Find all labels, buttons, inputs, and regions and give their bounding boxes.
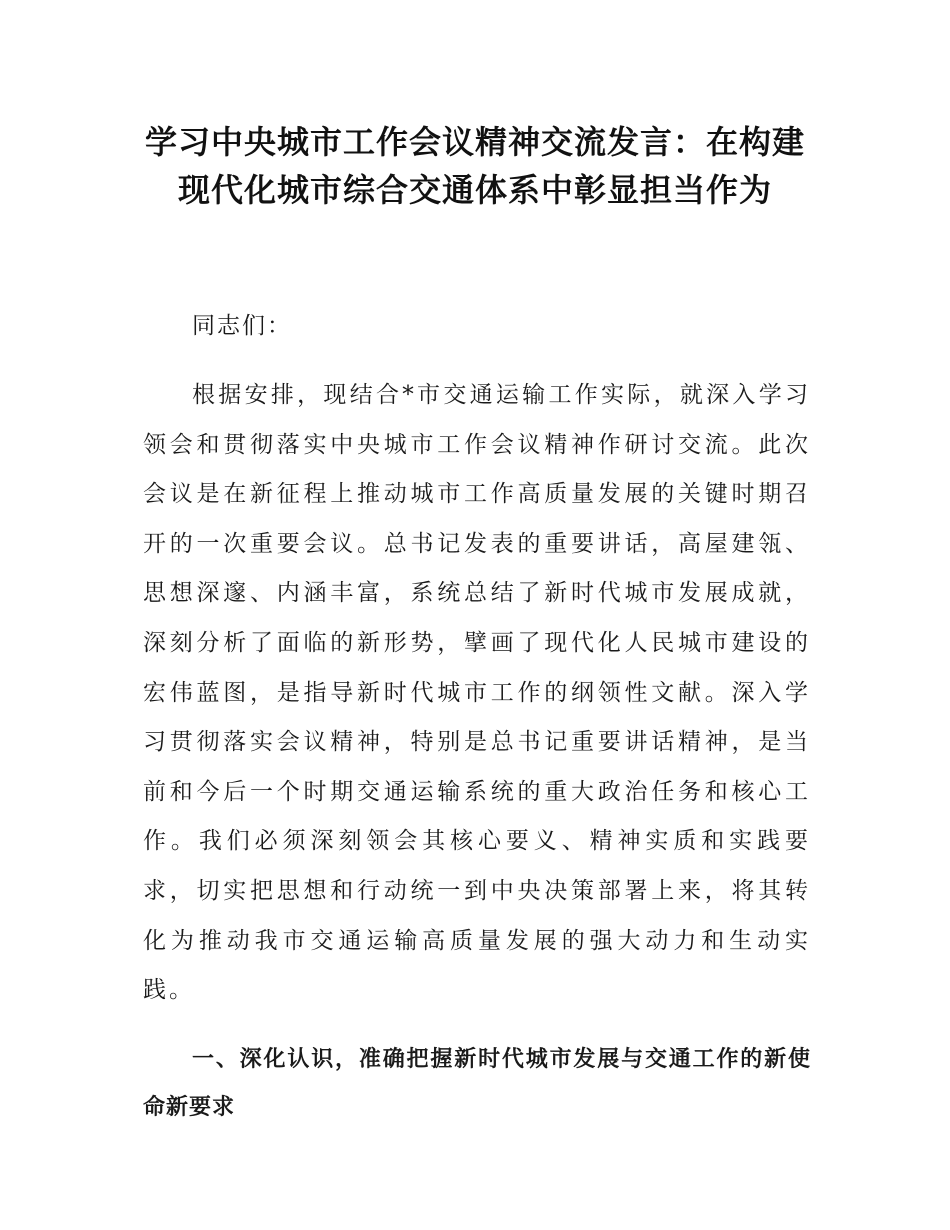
salutation: 同志们： xyxy=(192,313,292,339)
body-paragraph: 根据安排，现结合*市交通运输工作实际，就深入学习领会和贯彻落实中央城市工作会议精神作研讨交流。此次会议是在新征程上推动城市工作高质量发展的关键时期召开的一次重要会议。总书记发表的重要讲话，高屋建瓴、思想深邃、内涵丰富，系统总结了新时代城市发展成就，深刻分析了面临的新形势，擘画了现代化人民城市建设的宏伟蓝图，是指导新时代城市工作的纲领性文献。深入学习贯彻落实会议精神，特别是总书记重要讲话精神，是当前和今后一个时期交通运输系统的重大政治任务和核心工作。我们必须深刻领会其核心要义、精神实质和实践要求，切实把思想和行动统一到中央决策部署上来，将其转化为推动我市交通运输高质量发展的强大动力和生动实践。 xyxy=(143,382,811,1004)
document-title: 学习中央城市工作会议精神交流发言：在构建现代化城市综合交通体系中彰显担当作为 xyxy=(144,123,805,209)
document-body xyxy=(143,303,811,1132)
section-heading: 一、深化认识，准确把握新时代城市发展与交通工作的新使命新要求 xyxy=(143,1046,811,1120)
